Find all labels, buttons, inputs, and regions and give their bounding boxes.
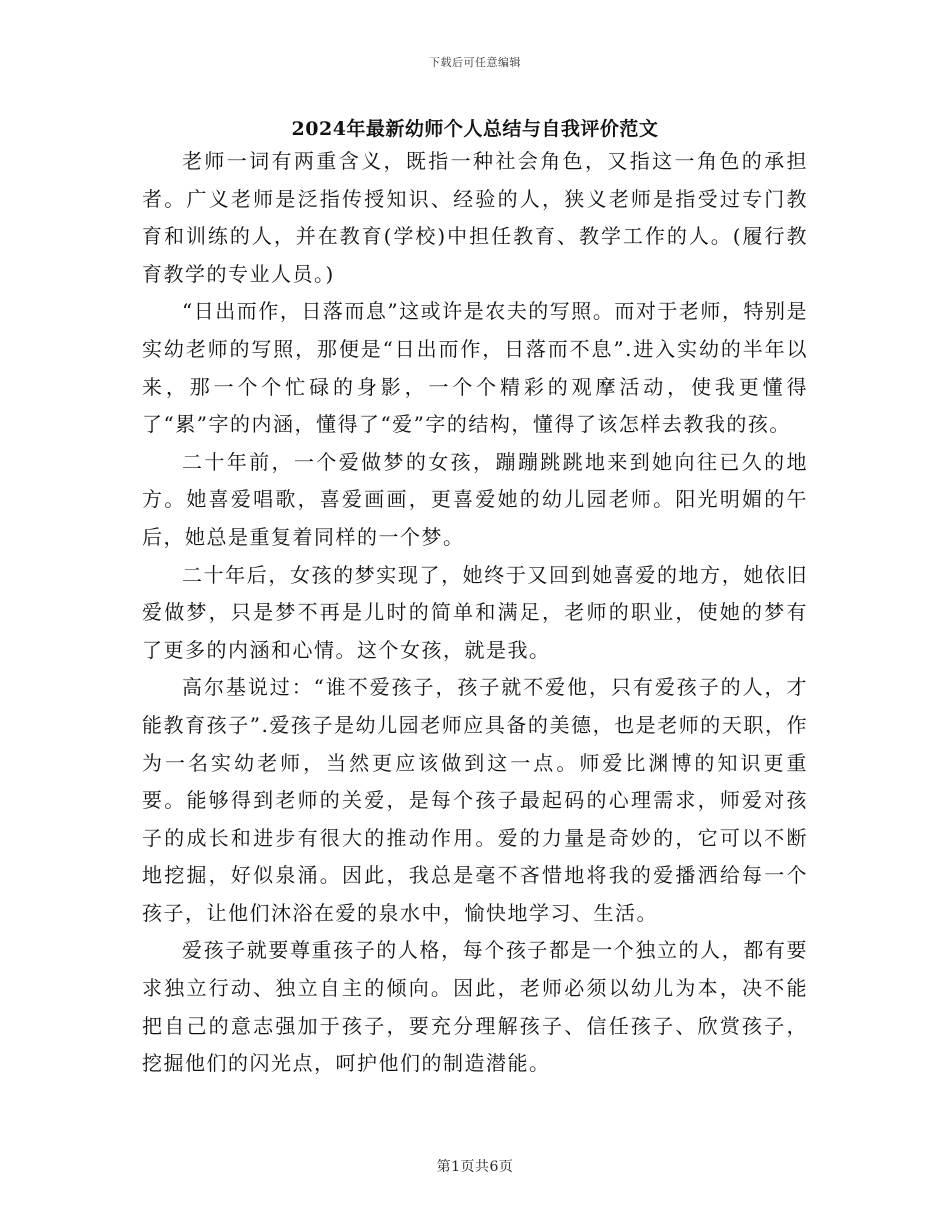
paragraph: 老师一词有两重含义，既指一种社会角色，又指这一角色的承担者。广义老师是泛指传授知识、经验的人，狭义老师是指受过专门教育和训练的人，并在教育(学校)中担任教育、教学工作的人。(履行教育教学的专业人员。) (142, 149, 808, 286)
paragraph: 二十年后，女孩的梦实现了，她终于又回到她喜爱的地方，她依旧爱做梦，只是梦不再是儿时的简单和满足，老师的职业，使她的梦有了更多的内涵和心情。这个女孩，就是我。 (142, 562, 808, 662)
paragraph: 爱孩子就要尊重孩子的人格，每个孩子都是一个独立的人，都有要求独立行动、独立自主的倾向。因此，老师必须以幼儿为本，决不能把自己的意志强加于孩子，要充分理解孩子、信任孩子、欣赏孩子，挖掘他们的闪光点，呵护他们的制造潜能。 (142, 938, 808, 1076)
paragraph: 高尔基说过：“谁不爱孩子，孩子就不爱他，只有爱孩子的人，才能教育孩子”.爱孩子是幼儿园老师应具备的美德，也是老师的天职，作为一名实幼老师，当然更应该做到这一点。师爱比渊博的知识更重要。能够得到老师的关爱，是每个孩子最起码的心理需求，师爱对孩子的成长和进步有很大的推动作用。爱的力量是奇妙的，它可以不断地挖掘，好似泉涌。因此，我总是毫不吝惜地将我的爱播洒给每一个孩子，让他们沐浴在爱的泉水中，愉快地学习、生活。 (142, 675, 808, 925)
paragraph: “日出而作，日落而息”这或许是农夫的写照。而对于老师，特别是实幼老师的写照，那便是“日出而作，日落而不息”.进入实幼的半年以来，那一个个忙碌的身影，一个个精彩的观摩活动，使我更懂得了“累”字的内涵，懂得了“爱”字的结构，懂得了该怎样去教我的孩。 (142, 299, 808, 437)
document-body (142, 143, 808, 1083)
paragraph: 二十年前，一个爱做梦的女孩，蹦蹦跳跳地来到她向往已久的地方。她喜爱唱歌，喜爱画画，更喜爱她的幼儿园老师。阳光明媚的午后，她总是重复着同样的一个梦。 (142, 449, 808, 549)
document-title: 2024年最新幼师个人总结与自我评价范文 (291, 118, 659, 140)
page-footer: 第1页共6页 (436, 1159, 514, 1175)
header-note: 下载后可任意编辑 (429, 56, 521, 69)
